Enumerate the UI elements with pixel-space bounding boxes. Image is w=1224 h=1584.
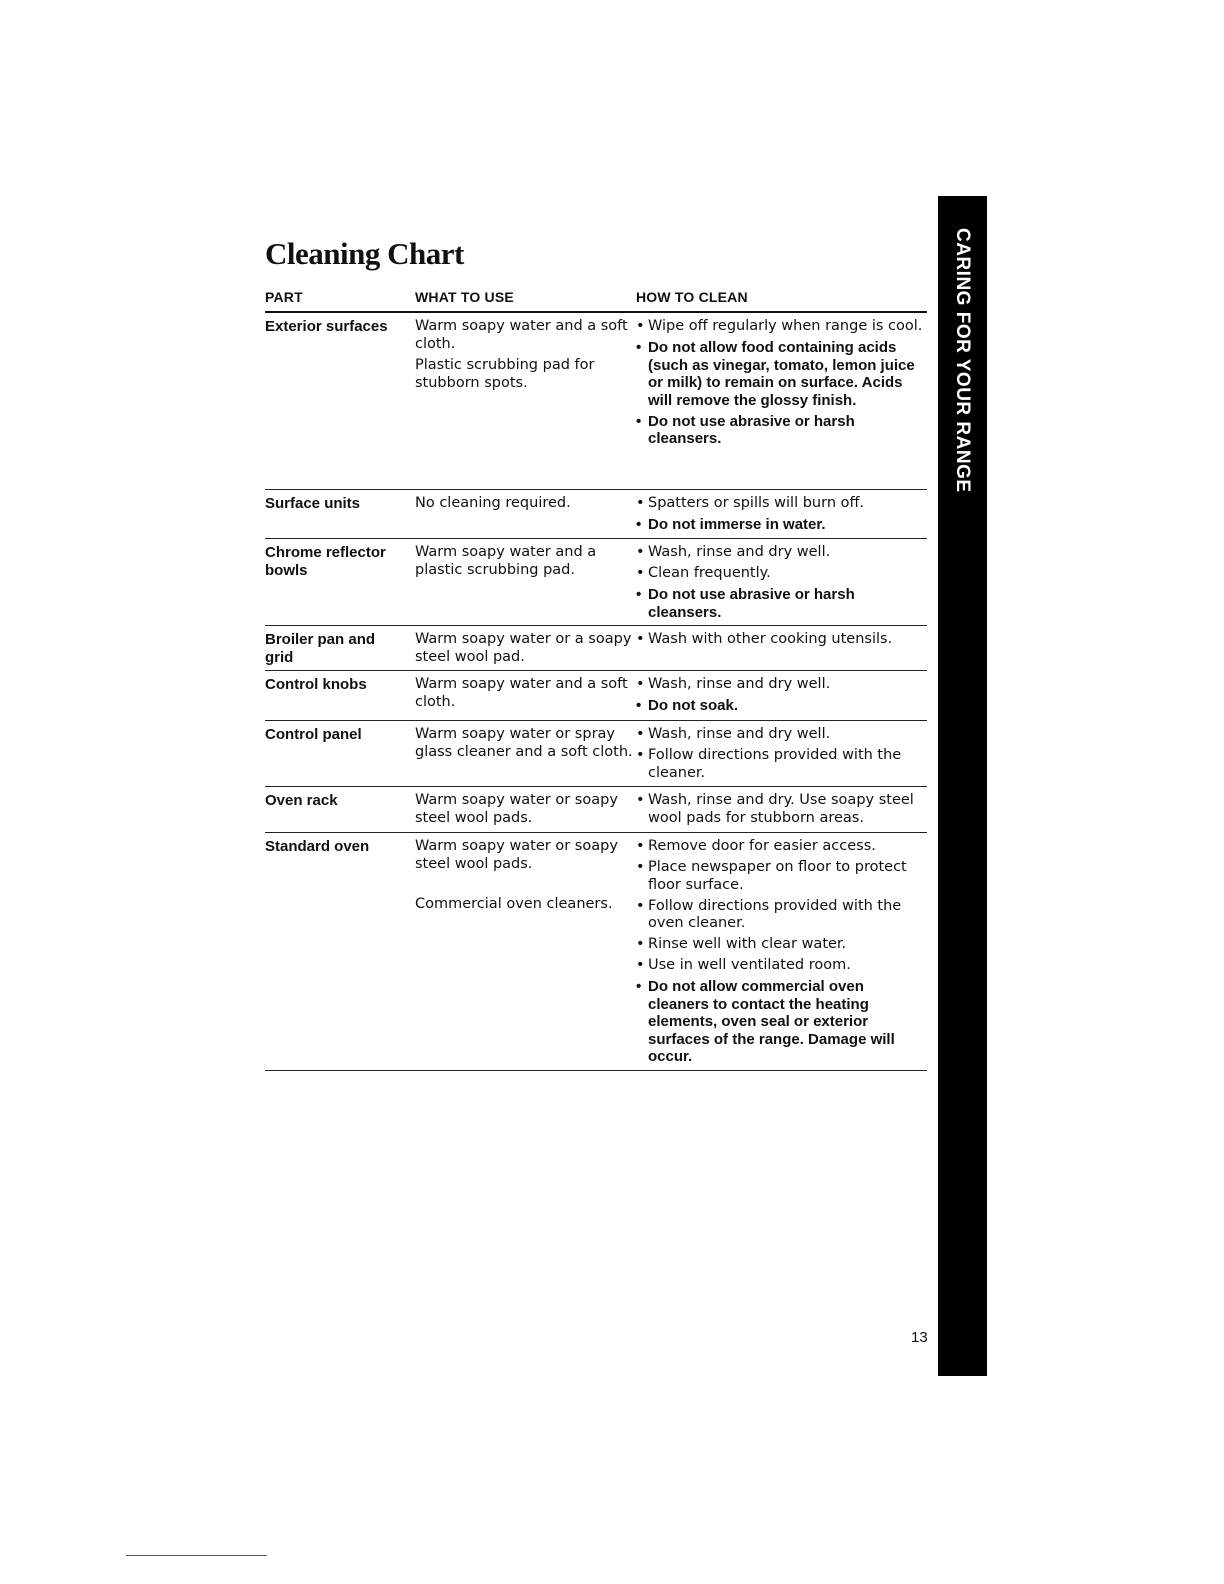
table-row: [265, 787, 927, 833]
instruction-item: • Use in well ventilated room.: [636, 957, 928, 975]
instruction-item: • Remove door for easier access.: [636, 838, 928, 856]
part-cell: Broiler pan and grid: [265, 631, 376, 666]
what-to-use-cell: [415, 313, 635, 396]
what-to-use-cell: [415, 626, 635, 670]
what-to-use-cell: [415, 671, 635, 715]
table-row: [265, 671, 927, 721]
how-to-clean-cell: [636, 671, 928, 718]
how-to-clean-cell: [636, 539, 928, 625]
what-to-use-cell: [415, 490, 635, 517]
use-text: Warm soapy water or soapy steel wool pads.: [415, 838, 618, 872]
table-row: [265, 539, 927, 626]
page-number: 13: [911, 1329, 928, 1346]
how-to-clean-cell: [636, 626, 928, 652]
table-header: [265, 285, 927, 313]
header-what-to-use: WHAT TO USE: [415, 289, 514, 305]
page-title: Cleaning Chart: [265, 236, 464, 271]
warning-item: • Do not immerse in water.: [636, 516, 928, 534]
use-text: Warm soapy water or a soapy steel wool pad.: [415, 631, 632, 665]
part-cell: Surface units: [265, 495, 361, 512]
part-cell: Chrome reflector bowls: [265, 544, 386, 579]
table-row: [265, 313, 927, 490]
header-part: PART: [265, 289, 303, 305]
instruction-item: • Wash, rinse and dry well.: [636, 726, 928, 744]
how-to-clean-cell: [636, 787, 928, 831]
how-to-clean-cell: [636, 721, 928, 786]
instruction-item: • Follow directions provided with the oven cleaner.: [636, 898, 928, 933]
footnote-rule: [126, 1555, 267, 1556]
part-cell: Control panel: [265, 726, 362, 743]
instruction-item: • Rinse well with clear water.: [636, 936, 928, 954]
warning-item: • Do not allow commercial oven cleaners to contact the heating elements, oven seal or exterior surfaces of the range. Damage will occur.: [636, 978, 928, 1066]
table-row: [265, 490, 927, 539]
table-row: [265, 626, 927, 671]
part-cell: Exterior surfaces: [265, 318, 388, 335]
table-row: [265, 833, 927, 1071]
how-to-clean-cell: [636, 833, 928, 1069]
warning-item: • Do not use abrasive or harsh cleansers.: [636, 586, 928, 621]
instruction-item: • Wipe off regularly when range is cool.: [636, 318, 928, 336]
how-to-clean-cell: [636, 490, 928, 537]
table-row: [265, 721, 927, 787]
use-text: Warm soapy water or soapy steel wool pads.: [415, 792, 618, 826]
instruction-item: • Wash, rinse and dry. Use soapy steel wool pads for stubborn areas.: [636, 792, 928, 827]
warning-item: • Do not use abrasive or harsh cleansers.: [636, 413, 928, 448]
use-text: Warm soapy water or spray glass cleaner and a soft cloth.: [415, 726, 633, 760]
instruction-item: • Follow directions provided with the cleaner.: [636, 747, 928, 782]
use-text: Plastic scrubbing pad for stubborn spots.: [415, 357, 595, 391]
part-cell: Oven rack: [265, 792, 338, 809]
how-to-clean-cell: [636, 313, 928, 451]
what-to-use-cell: [415, 721, 635, 765]
what-to-use-cell: [415, 833, 635, 918]
warning-item: • Do not soak.: [636, 697, 928, 715]
section-tab-text: CARING FOR YOUR RANGE: [952, 228, 973, 493]
instruction-item: • Spatters or spills will burn off.: [636, 495, 928, 513]
instruction-item: • Place newspaper on floor to protect floor surface.: [636, 859, 928, 894]
header-how-to-clean: HOW TO CLEAN: [636, 289, 748, 305]
use-text: Commercial oven cleaners.: [415, 896, 613, 912]
use-text: No cleaning required.: [415, 495, 571, 511]
warning-item: • Do not allow food containing acids (such as vinegar, tomato, lemon juice or milk) to remain on surface. Acids will remove the glossy finish.: [636, 339, 928, 409]
instruction-item: • Wash, rinse and dry well.: [636, 544, 928, 562]
instruction-item: • Wash with other cooking utensils.: [636, 631, 928, 649]
instruction-item: • Clean frequently.: [636, 565, 928, 583]
part-cell: Control knobs: [265, 676, 367, 693]
cleaning-chart-table: [265, 285, 927, 1071]
what-to-use-cell: [415, 787, 635, 831]
part-cell: Standard oven: [265, 838, 370, 855]
use-text: Warm soapy water and a soft cloth.: [415, 676, 628, 710]
use-text: Warm soapy water and a plastic scrubbing pad.: [415, 544, 597, 578]
instruction-item: • Wash, rinse and dry well.: [636, 676, 928, 694]
what-to-use-cell: [415, 539, 635, 583]
use-text: Warm soapy water and a soft cloth.: [415, 318, 628, 352]
